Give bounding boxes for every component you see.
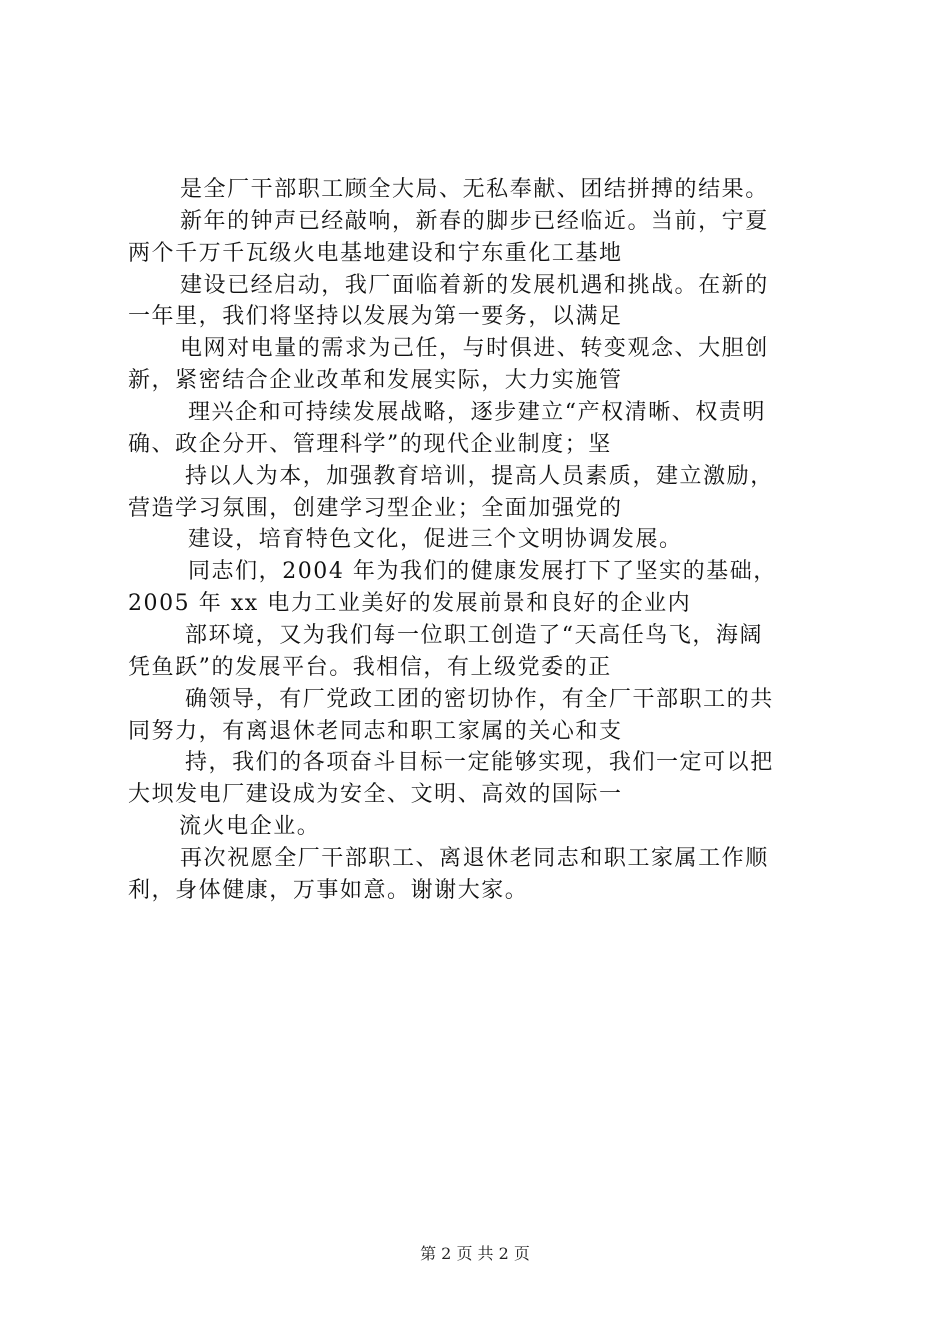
text-line: 一年里，我们将坚持以发展为第一要务，以满足 bbox=[128, 304, 623, 329]
text-line: 持，我们的各项奋斗目标一定能够实现，我们一定可以把 bbox=[185, 750, 774, 775]
text-line: 流火电企业。 bbox=[179, 814, 321, 839]
text-line: 再次祝愿全厂干部职工、离退休老同志和职工家属工作顺 bbox=[180, 846, 769, 871]
text-line: 两个千万千瓦级火电基地建设和宁东重化工基地 bbox=[128, 241, 623, 266]
text-line: 利，身体健康，万事如意。谢谢大家。 bbox=[128, 878, 529, 903]
text-line: 大坝发电厂建设成为安全、文明、高效的国际一 bbox=[128, 782, 623, 807]
text-line: 新，紧密结合企业改革和发展实际，大力实施管 bbox=[128, 368, 623, 393]
text-line: 持以人为本，加强教育培训，提高人员素质，建立激励， bbox=[185, 464, 774, 489]
text-line: 新年的钟声已经敲响，新春的脚步已经临近。当前，宁夏 bbox=[180, 209, 769, 234]
text-line: 部环境，又为我们每一位职工创造了“天高任鸟飞，海阔 bbox=[185, 623, 763, 648]
text-line: 确、政企分开、管理科学”的现代企业制度；坚 bbox=[128, 432, 612, 457]
text-line: 2005 年 xx 电力工业美好的发展前景和良好的企业内 bbox=[128, 591, 692, 616]
page-number-label: 第 2 页 共 2 页 bbox=[420, 1244, 530, 1263]
text-line: 建设已经启动，我厂面临着新的发展机遇和挑战。在新的 bbox=[180, 273, 769, 298]
text-line: 理兴企和可持续发展战略，逐步建立“产权清晰、权责明 bbox=[188, 400, 766, 425]
text-line: 营造学习氛围，创建学习型企业；全面加强党的 bbox=[128, 496, 623, 521]
page-footer bbox=[0, 1244, 950, 1264]
text-line: 电网对电量的需求为己任，与时俱进、转变观念、大胆创 bbox=[180, 336, 769, 361]
text-line: 确领导，有厂党政工团的密切协作，有全厂干部职工的共 bbox=[185, 687, 774, 712]
text-line: 同志们，2004 年为我们的健康发展打下了坚实的基础， bbox=[188, 559, 777, 584]
text-line: 是全厂干部职工顾全大局、无私奉献、团结拼搏的结果。 bbox=[180, 177, 769, 202]
text-line: 同努力，有离退休老同志和职工家属的关心和支 bbox=[128, 719, 623, 744]
text-line: 建设，培育特色文化，促进三个文明协调发展。 bbox=[188, 527, 683, 552]
text-line: 凭鱼跃”的发展平台。我相信，有上级党委的正 bbox=[128, 655, 612, 680]
